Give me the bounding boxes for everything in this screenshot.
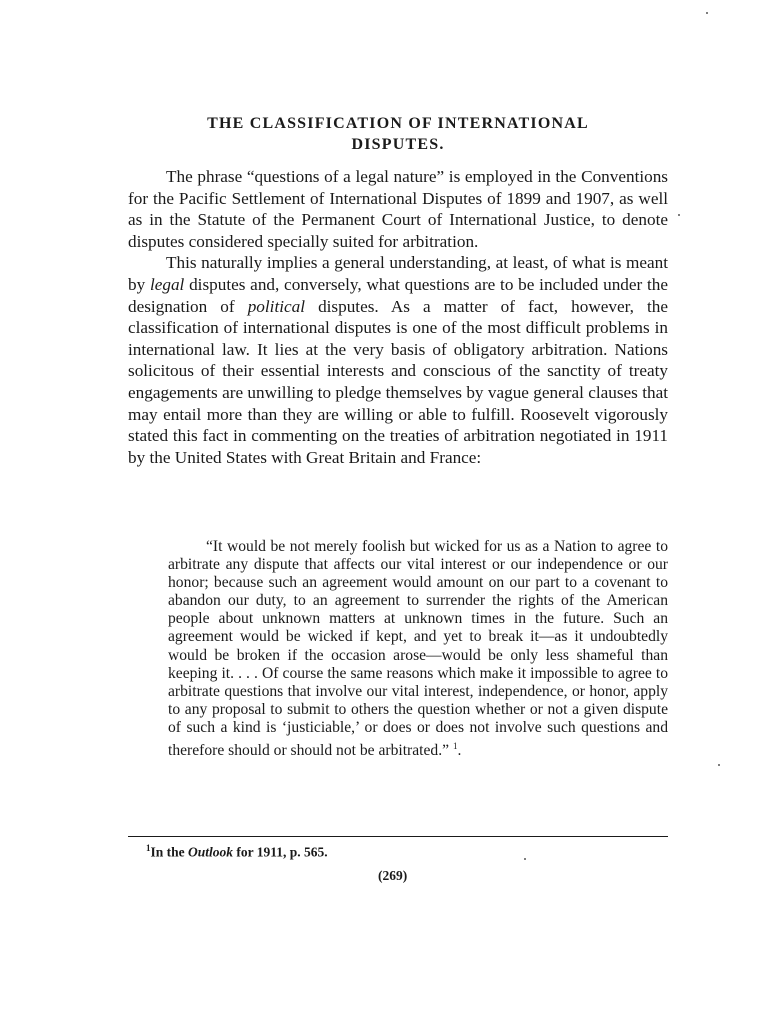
- block-quote: [168, 538, 668, 760]
- scan-speck: [718, 764, 720, 766]
- page-number: (269): [378, 868, 408, 883]
- footnote: [146, 843, 328, 861]
- quote-body: “It would be not merely foolish but wicked for us as a Nation to agree to arbitrate any dispute that affects our vital interest or our independence or our honor; because such an agreement would amount on our part to a covenant to abandon our duty, to an agreement to surrender the rights of the American people about unknown matters at unknown times in the future. Such an agreement would be wicked if kept, and yet to break it—as it undoubtedly would be broken if the occasion arose—would be only less shameful than keeping it. . . . Of course the same reasons which make it impossible to agree to arbitrate questions that involve our vital interest, independence, or honor, apply to any proposal to submit to others the question whether or not a given dispute of such a kind is ‘justiciable,’ or does or does not involve such questions and therefore should or should not be arbitrated.”: [168, 538, 668, 760]
- body-text: [128, 166, 668, 468]
- page-title: [128, 113, 668, 155]
- emphasis-legal: legal: [149, 274, 185, 294]
- footnote-source: Outlook: [188, 844, 234, 860]
- scan-speck: [524, 858, 526, 860]
- footnote-suffix: for 1911, p. 565.: [233, 844, 328, 860]
- paragraph-2-part-3: disputes. As a matter of fact, however, the classification of international disputes is one of the most difficult problems in international law. It lies at the very basis of obligatory arbitration. Nations solicitous of their essential interests and conscious of the sanctity of treaty engagements are unwilling to pledge themselves by vague general clauses that may entail more than they are willing or able to fulfill. Roosevelt vigorously stated this fact in commenting on the treaties of arbitration negotiated in 1911 by the United States with Great Britain and France:: [128, 296, 669, 467]
- footnote-prefix: In the: [150, 844, 189, 860]
- paragraph-2-part-2: disputes and, conversely, what questions are to be included under the designation of: [128, 274, 668, 316]
- paragraph-2-part-1: This naturally implies a general understanding, at least, of what is meant by: [128, 253, 668, 294]
- scan-speck: [678, 214, 680, 216]
- paragraph-2: [128, 252, 668, 468]
- scan-speck: [706, 12, 708, 14]
- footnote-marker: 1: [146, 843, 151, 853]
- title-line-1: THE CLASSIFICATION OF INTERNATIONAL: [207, 115, 589, 132]
- emphasis-political: political: [247, 296, 305, 316]
- footnote-divider: [128, 836, 668, 837]
- paragraph-1: The phrase “questions of a legal nature” is employed in the Conventions for the Pacific Settlement of International Disputes of 1899 and 1907, as well as in the Statute of the Permanent Court of International Justice, to denote disputes considered specially suited for arbitration.: [128, 167, 668, 251]
- title-line-2: DISPUTES.: [351, 136, 445, 153]
- footnote-reference: 1: [452, 741, 458, 752]
- quote-text: “It would be not merely foolish but wicked for us as a Nation to agree to arbitrate any dispute that affects our vital interest or our independence or our honor; because such an agreement would amount on our part to a covenant to abandon our duty, to an agreement to surrender the rights of the American people about unknown matters at unknown times in the future. Such an agreement would be wicked if kept, and yet to break it—as it undoubtedly would be broken if the occasion arose—would be only less shameful than keeping it. . . . Of course the same reasons which make it impossible to agree to arbitrate questions that involve our vital interest, independence, or honor, apply to any proposal to submit to others the question whether or not a given dispute of such a kind is ‘justiciable,’ or does or does not involve such questions and therefore should or should not be arbitrated.” $^1$.: [168, 538, 668, 760]
